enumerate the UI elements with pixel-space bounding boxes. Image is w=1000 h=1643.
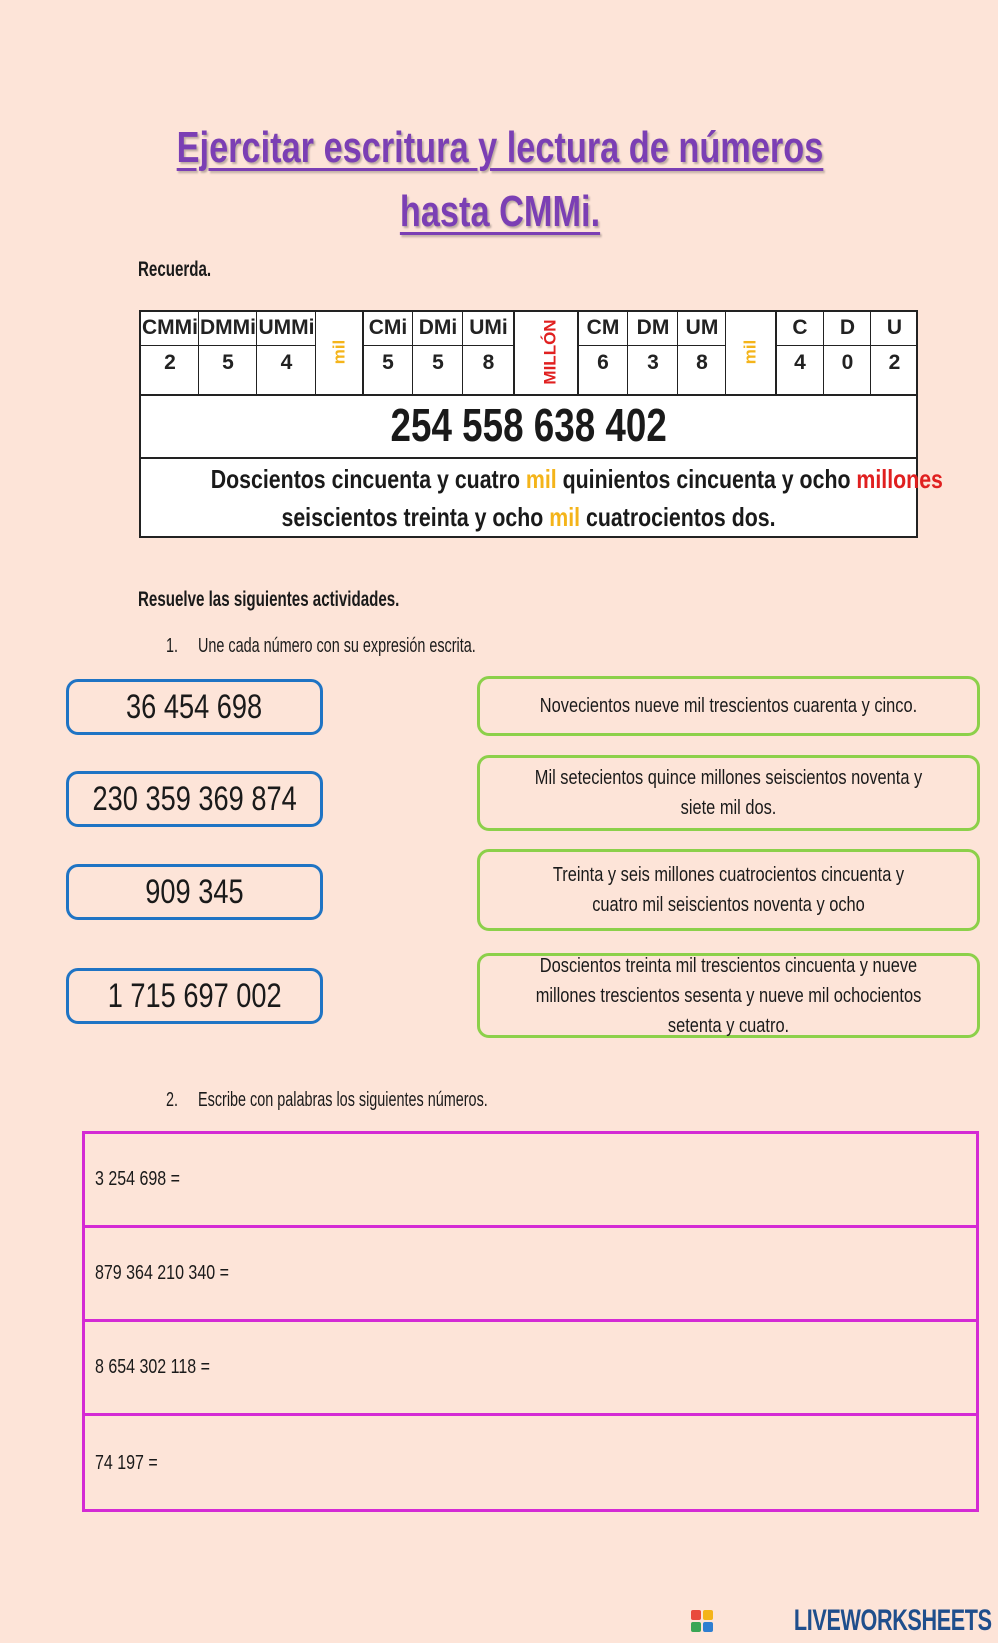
grid-line (513, 312, 515, 394)
grid-line (256, 312, 257, 394)
words-line-1: Doscientos cincuenta y cuatro mil quinientos cincuenta y ocho millones (210, 464, 943, 494)
word-millones: millones (856, 464, 943, 494)
recuerda-label: Recuerda. (138, 258, 212, 281)
grid-line (462, 312, 463, 394)
grid-line (412, 312, 413, 394)
grid-line (578, 345, 726, 346)
digit-u: 2 (888, 351, 901, 374)
grid-line (775, 312, 777, 394)
match-expression-4[interactable]: Doscientos treinta mil trescientos cincuenta y nueve millones trescientos sesenta y nueve mil ochocientos setenta y cuatro. (477, 953, 980, 1038)
header-dmi: DMi (418, 316, 458, 339)
digit-cmmi: 2 (164, 351, 176, 374)
grid-line (363, 345, 514, 346)
match-number-1[interactable]: 36 454 698 (66, 679, 323, 735)
grid-line (141, 345, 316, 346)
write-row-1[interactable]: 3 254 698 = (85, 1134, 976, 1228)
grid-line (577, 312, 579, 394)
header-cm: CM (586, 316, 620, 339)
digit-dmi: 5 (432, 351, 444, 374)
header-cmi: CMi (368, 316, 408, 339)
words-line-2: seiscientos treinta y ocho mil cuatrocientos dos. (281, 502, 776, 532)
separator-millon: MILLÓN (540, 319, 560, 385)
header-d: D (839, 316, 856, 339)
grid-line (823, 312, 824, 394)
header-cmmi: CMMi (142, 316, 198, 339)
match-number-3[interactable]: 909 345 (66, 864, 323, 920)
grid-line (141, 457, 916, 459)
header-um: UM (685, 316, 719, 339)
digit-cm: 6 (597, 351, 609, 374)
grid-line (725, 312, 726, 394)
write-row-3[interactable]: 8 654 302 118 = (85, 1322, 976, 1416)
word-mil: mil (525, 464, 557, 494)
write-words-table (82, 1131, 979, 1512)
header-ummi: UMMi (258, 316, 315, 339)
separator-mil-1: mil (329, 339, 349, 365)
match-expression-3[interactable]: Treinta y seis millones cuatrocientos cincuenta y cuatro mil seiscientos noventa y ocho (477, 849, 980, 931)
title-line-2: hasta CMMi. (399, 187, 601, 236)
digit-um: 8 (696, 351, 708, 374)
match-number-2[interactable]: 230 359 369 874 (66, 771, 323, 827)
example-number-words (141, 460, 943, 536)
write-row-4[interactable]: 74 197 = (95, 1451, 158, 1474)
grid-line (362, 312, 364, 394)
digit-cmi: 5 (382, 351, 394, 374)
grid-line (198, 312, 199, 394)
header-u: U (886, 316, 903, 339)
place-value-table (139, 310, 943, 538)
grid-line (627, 312, 628, 394)
match-expression-1[interactable]: Novecientos nueve mil trescientos cuarenta y cinco. (477, 676, 980, 736)
instruction-2: 2. Escribe con palabras los siguientes números. (166, 1089, 488, 1111)
word-mil: mil (549, 502, 581, 532)
digit-dmmi: 5 (222, 351, 234, 374)
liveworksheets-logo-icon (691, 1610, 713, 1632)
liveworksheets-logo (691, 1603, 992, 1639)
header-dm: DM (636, 316, 670, 339)
digit-ummi: 4 (280, 351, 293, 374)
header-c: C (792, 316, 808, 339)
match-number-4[interactable]: 1 715 697 002 (66, 968, 323, 1024)
grid-line (677, 312, 678, 394)
digit-c: 4 (794, 351, 806, 374)
grid-line (870, 312, 871, 394)
digit-umi: 8 (482, 351, 495, 374)
instruction-1: 1. Une cada número con su expresión escrita. (166, 635, 476, 657)
header-umi: UMi (469, 316, 508, 339)
page-title (0, 116, 1000, 244)
title-line-1: Ejercitar escritura y lectura de números (176, 123, 824, 172)
separator-mil-2: mil (740, 339, 760, 365)
write-row-2[interactable]: 879 364 210 340 = (85, 1228, 976, 1322)
header-dmmi: DMMi (200, 316, 256, 339)
digit-d: 0 (841, 351, 854, 374)
example-number: 254 558 638 402 (390, 399, 667, 451)
liveworksheets-logo-text: LIVEWORKSHEETS (794, 1604, 992, 1637)
grid-line (315, 312, 316, 394)
digit-dm: 3 (647, 351, 659, 374)
activities-heading: Resuelve las siguientes actividades. (138, 588, 400, 611)
grid-line (776, 345, 918, 346)
match-expression-2[interactable]: Mil setecientos quince millones seiscientos noventa y siete mil dos. (477, 755, 980, 831)
